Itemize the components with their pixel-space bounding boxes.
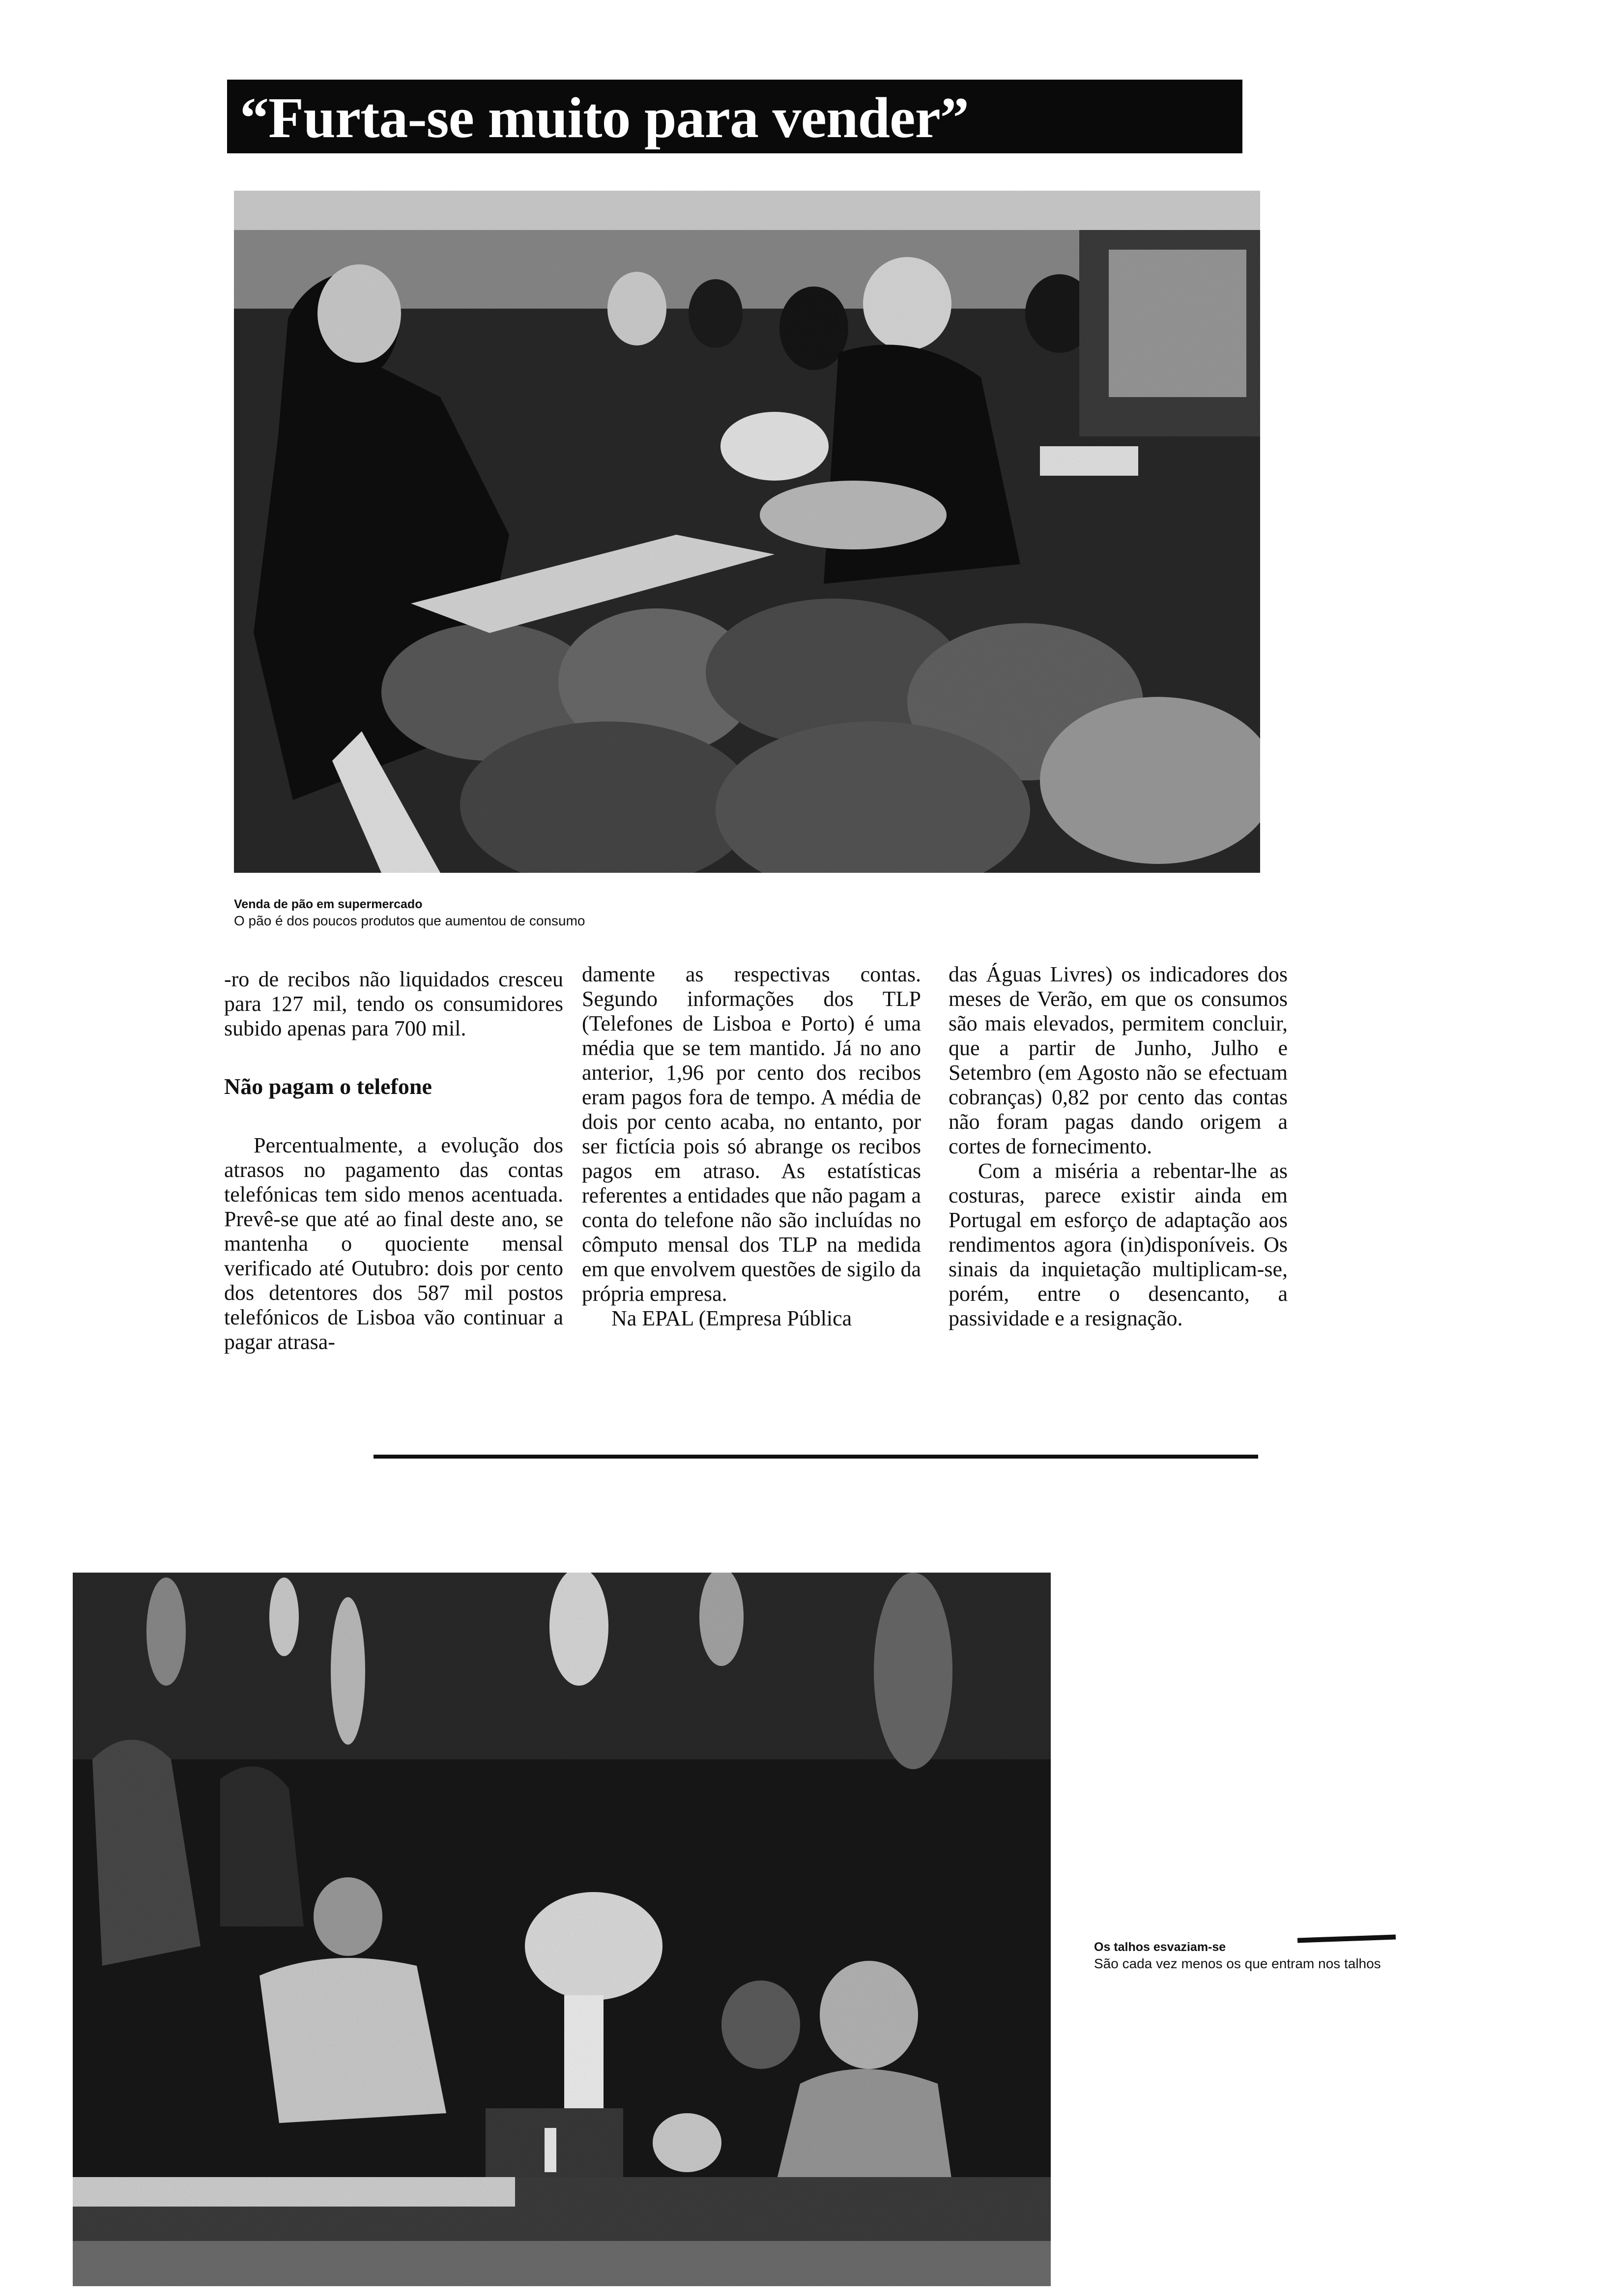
- bread-sale-photo: [234, 191, 1260, 873]
- top-caption-title: Venda de pão em supermercado: [234, 897, 423, 911]
- bottom-photo-caption: [1094, 1939, 1381, 1973]
- article-column-1: [224, 967, 563, 1354]
- article-column-2: [582, 962, 921, 1331]
- col2-paragraph-2: Na EPAL (Empresa Pública: [611, 1306, 852, 1330]
- headline: “Furta-se muito para vender”: [240, 86, 969, 150]
- bottom-caption-title: Os talhos esvaziam-se: [1094, 1940, 1226, 1954]
- col1-paragraph-1: -ro de recibos não liquidados cresceu para 127 mil, tendo os consumidores subido apenas para 700 mil.: [224, 967, 563, 1040]
- col2-paragraph-1: damente as respectivas contas. Segundo informações dos TLP (Telefones de Lisboa e Porto) é uma média que se tem mantido. Já no ano anterior, 1,96 por cento dos recibos eram pagos fora de tempo. A média de dois por cento acaba, no entanto, por ser fictícia pois só abrange os recibos pagos em atraso. As estatísticas referentes a entidades que não pagam a conta do telefone não são incluídas no cômputo mensal dos TLP na medida em que envolvem questões de sigilo da própria empresa.: [582, 962, 921, 1306]
- butcher-shop-photo: [73, 1573, 1051, 2286]
- col3-paragraph-1: das Águas Livres) os indicadores dos meses de Verão, em que os consumos são mais elevados, permitem concluir, que a partir de Junho, Julho e Setembro (em Agosto não se efectuam cobranças) 0,82 por cento das contas não foram pagas dando origem a cortes de fornecimento.: [949, 962, 1288, 1158]
- col3-paragraph-2: Com a miséria a rebentar-lhe as costuras, parece existir ainda em Portugal em esforço de adaptação aos rendimentos agora (in)disponíveis. Os sinais da inquietação multiplicam-se, porém, entre o desencanto, a passividade e a resignação.: [949, 1159, 1288, 1330]
- top-photo-caption: [234, 896, 585, 930]
- bottom-caption-text: São cada vez menos os que entram nos talhos: [1094, 1956, 1381, 1971]
- top-caption-text: O pão é dos poucos produtos que aumentou de consumo: [234, 913, 585, 928]
- bottom-rule: [374, 1455, 1258, 1459]
- article-column-3: [949, 962, 1288, 1331]
- article-subhead: Não pagam o telefone: [224, 1074, 432, 1099]
- col1-paragraph-2: Percentualmente, a evolução dos atrasos no pagamento das contas telefónicas tem sido menos acentuada. Prevê-se que até ao final deste ano, se mantenha o quociente mensal verificado até Outubro: dois por cento dos detentores dos 587 mil postos telefónicos de Lisboa vão continuar a pagar atrasa-: [224, 1133, 563, 1354]
